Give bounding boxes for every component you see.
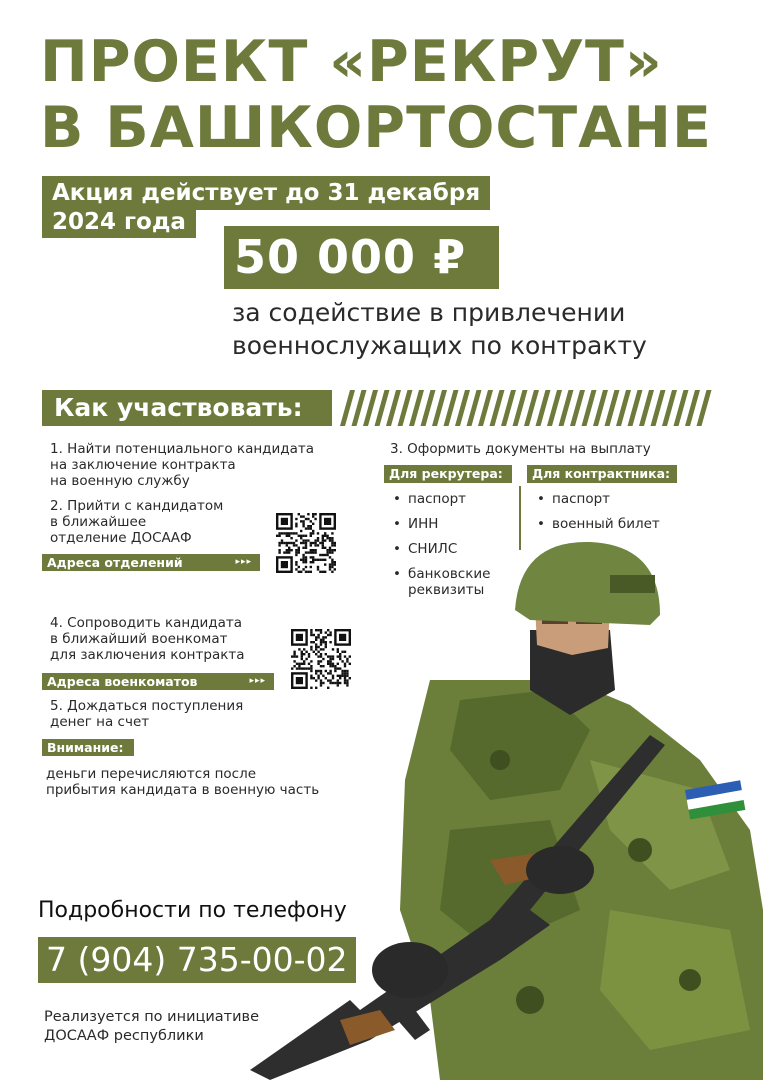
list-item: • паспорт — [386, 491, 490, 507]
step-1: 1. Найти потенциального кандидата на заключение контракта на военную службу — [50, 441, 315, 489]
step-5: 5. Дождаться поступления денег на счет — [50, 698, 244, 730]
title-line-1: ПРОЕКТ «РЕКРУТ» — [40, 29, 663, 95]
soldier-illustration — [230, 530, 763, 1080]
step-3: 3. Оформить документы на выплату — [390, 441, 651, 457]
phone-number[interactable]: 7 (904) 735-00-02 — [38, 937, 356, 983]
promo-deadline-line-1: Акция действует до 31 декабря — [42, 176, 490, 210]
list-item: • военный билет — [530, 516, 660, 532]
reward-description — [232, 296, 647, 362]
phone-label: Подробности по телефону — [38, 898, 347, 923]
military-offices-address-label: Адреса военкоматов — [47, 674, 198, 689]
reward-description-line-2: военнослужащих по контракту — [232, 331, 647, 360]
branches-address-link[interactable] — [42, 554, 260, 571]
promo-deadline-line-2: 2024 года — [42, 206, 196, 238]
list-item: • паспорт — [530, 491, 660, 507]
recruiter-docs-heading: Для рекрутера: — [384, 465, 512, 483]
arrows-icon: ▸▸▸ — [235, 557, 252, 567]
contractor-docs-heading: Для контрактника: — [527, 465, 677, 483]
list-item: • СНИЛС — [386, 541, 490, 557]
attention-text: деньги перечисляются после прибытия кандидата в военную часть — [46, 766, 320, 798]
reward-description-line-1: за содействие в привлечении — [232, 298, 626, 327]
step-2: 2. Прийти с кандидатом в ближайшее отделение ДОСААФ — [50, 498, 224, 546]
arrows-icon: ▸▸▸ — [249, 676, 266, 686]
branches-address-label: Адреса отделений — [47, 555, 183, 570]
how-to-participate-heading: Как участвовать: — [42, 390, 332, 426]
stripes-decoration — [338, 390, 718, 426]
footer-initiative: Реализуется по инициативе ДОСААФ республики — [44, 1009, 260, 1044]
step-4: 4. Сопроводить кандидата в ближайший военкомат для заключения контракта — [50, 615, 245, 663]
attention-heading: Внимание: — [42, 739, 134, 756]
title-line-2: В БАШКОРТОСТАНЕ — [40, 95, 712, 161]
reward-amount: 50 000 ₽ — [224, 226, 499, 289]
list-item: • ИНН — [386, 516, 490, 532]
list-item: • банковские реквизиты — [386, 566, 490, 598]
